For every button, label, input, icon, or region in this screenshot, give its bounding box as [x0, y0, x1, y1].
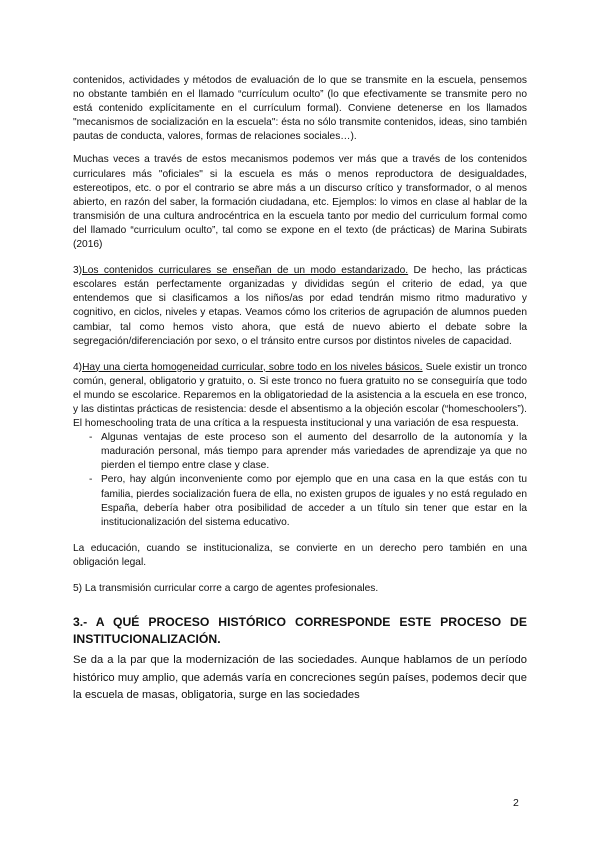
paragraph-point-4: [73, 361, 527, 431]
list-item-text: Pero, hay algún inconveniente como por ejemplo que en una casa en la que estás con tu familia, pierdes socialización fuera de ella, no existen grupos de iguales y no está regulado en España, debería haber otra posibilidad de acceder a un título sin tener que estar en la institucionalización del sistema educativo.: [101, 474, 527, 528]
list-item-text: Algunas ventajas de este proceso son el aumento del desarrollo de la autonomía y la maduración personal, más tiempo para aprender más variedades de aprendizaje ya que no pierden el tiempo entre clase y clase.: [101, 432, 527, 472]
point-3-body: De hecho, las prácticas escolares están perfectamente organizadas y divididas según el criterio de edad, ya que entendemos que si clasificamos a los niños/as por edad tendrán mismo ritmo madurativo y cognitivo, en ciclos, niveles y etapas. Veamos cómo los criterios de agrupación de alumnos pueden cambiar, tal como hemos visto ahora, que está de nuevo abierto el debate sobre la segregación/diferenciación por sexo, o el tránsito entre cursos por distintos niveles de capacidad.: [73, 265, 527, 347]
point-3-title: Los contenidos curriculares se enseñan de un modo estandarizado.: [82, 265, 409, 277]
paragraph-curriculum-oculto: contenidos, actividades y métodos de evaluación de lo que se transmite en la escuela, pensemos no obstante también en el llamado “currículum oculto” (lo que efectivamente se transmite pero no está contenido explícitamente en el currículum formal). Conviene detenerse en los llamados "mecanismos de socialización en la escuela": ésta no sólo transmite contenidos, ideas, sino también pautas de conducta, valores, formas de relaciones sociales…).: [73, 75, 527, 143]
paragraph-point-3: [73, 264, 527, 349]
point-4-number: 4): [73, 361, 83, 373]
point-4-title: Hay una cierta homogeneidad curricular, sobre todo en los niveles básicos.: [82, 361, 423, 373]
paragraph-modernizacion: Se da a la par que la modernización de las sociedades. Aunque hablamos de un período histórico muy amplio, que además varía en concreciones según países, podemos decir que la escuela de masas, obligatoria, surge en las sociedades: [73, 654, 527, 702]
point-4-body: Suele existir un tronco común, general, obligatorio y gratuito, o. Si este tronco no fuera gratuito no se conseguiría que todo el mundo se escolarice. Reparemos en la obligatoriedad de la asistencia a la escuela en ese tronco, y las distintas prácticas de resistencia: desde el absentismo a la objeción escolar (“homeschoolers”). El homeschooling trata de una crítica a la respuesta institucional y una variación de esa respuesta.: [73, 361, 527, 430]
document-page: [73, 74, 527, 705]
list-item: [73, 431, 527, 473]
point-3-number: 3): [73, 265, 83, 277]
paragraph-mecanismos: Muchas veces a través de estos mecanismos podemos ver más que a través de los contenidos curriculares más "oficiales" si la escuela es más o menos reproductora de desigualdades, estereotipos, etc. o por el contrario se abre más a un discurso crítico y transformador, o al menos abierto, en razón del saber, la formación ciudadana, etc. Ejemplos: lo vimos en clase al hablar de la transmisión de una cultura androcéntrica en la escuela tanto por medio del curriculum formal como del llamado “curriculum oculto”, tal como se expone en el texto (de prácticas) de Marina Subirats (2016): [73, 154, 527, 251]
list-item: [73, 473, 527, 529]
homeschooling-list: [73, 431, 527, 530]
dash-marker: -: [89, 474, 93, 486]
paragraph-obligacion: La educación, cuando se institucionaliza, se convierte en un derecho pero también en una obligación legal.: [73, 542, 527, 568]
page-number: 2: [513, 797, 519, 809]
dash-marker: -: [89, 432, 93, 444]
section-heading: 3.- A QUÉ PROCESO HISTÓRICO CORRESPONDE ESTE PROCESO DE INSTITUCIONALIZACIÓN.: [73, 615, 527, 646]
paragraph-point-5: 5) La transmisión curricular corre a cargo de agentes profesionales.: [73, 583, 379, 594]
